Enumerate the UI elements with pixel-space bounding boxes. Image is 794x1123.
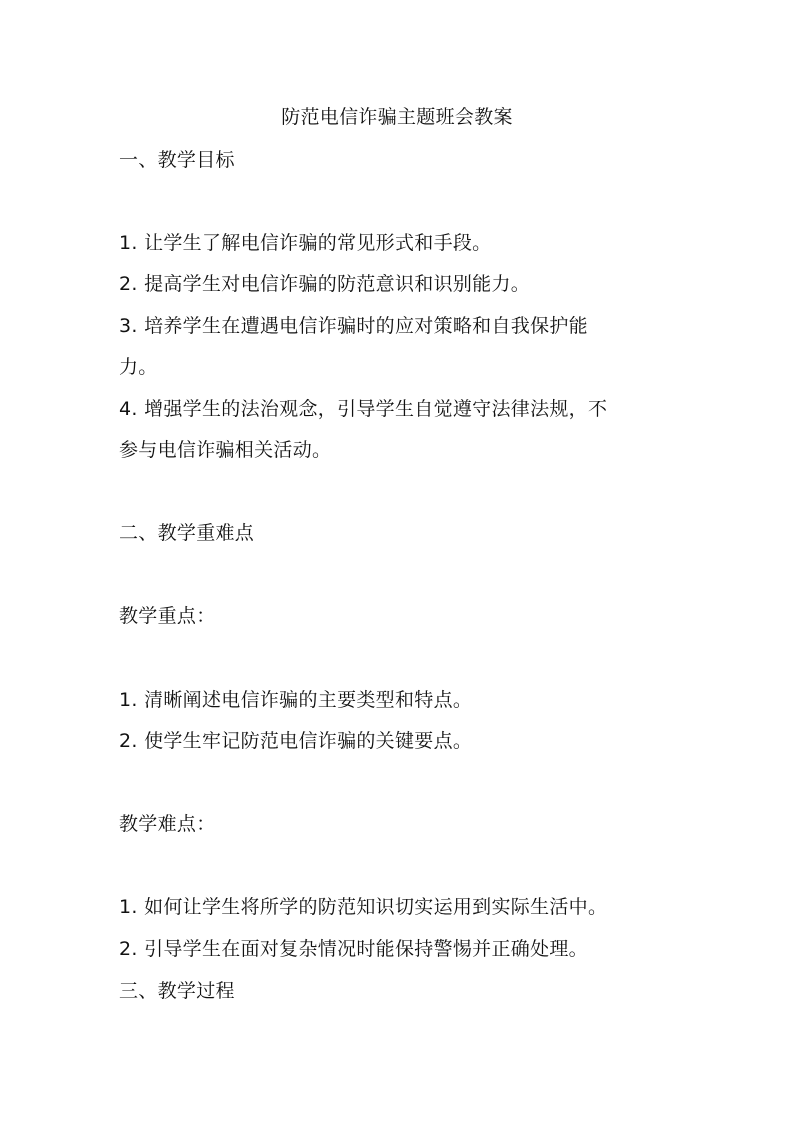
section-heading-objectives: 一、教学目标 (119, 149, 235, 171)
objective-item-1: 1. 让学生了解电信诈骗的常见形式和手段。 (119, 232, 492, 254)
objective-item-3: 3. 培养学生在遭遇电信诈骗时的应对策略和自我保护能 (119, 315, 588, 337)
key-point-item-2: 2. 使学生牢记防范电信诈骗的关键要点。 (119, 730, 473, 752)
objective-item-4: 4. 增强学生的法治观念，引导学生自觉遵守法律法规，不 (119, 398, 608, 420)
difficult-points-label: 教学难点： (119, 813, 216, 835)
objective-item-2: 2. 提高学生对电信诈骗的防范意识和识别能力。 (119, 273, 531, 295)
objective-item-3-continued: 力。 (119, 356, 158, 378)
document-title: 防范电信诈骗主题班会教案 (281, 106, 513, 128)
objective-item-4-continued: 参与电信诈骗相关活动。 (119, 439, 332, 461)
difficult-point-item-2: 2. 引导学生在面对复杂情况时能保持警惕并正确处理。 (119, 938, 588, 960)
key-point-item-1: 1. 清晰阐述电信诈骗的主要类型和特点。 (119, 689, 473, 711)
section-heading-key-difficult: 二、教学重难点 (119, 522, 255, 544)
difficult-point-item-1: 1. 如何让学生将所学的防范知识切实运用到实际生活中。 (119, 896, 608, 918)
key-points-label: 教学重点： (119, 605, 216, 627)
section-heading-process: 三、教学过程 (119, 980, 235, 1002)
